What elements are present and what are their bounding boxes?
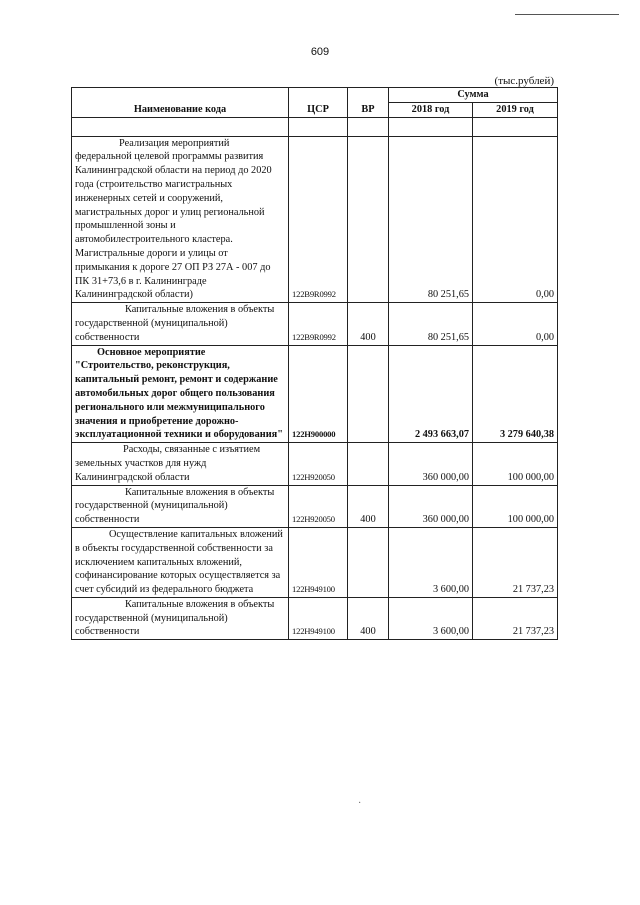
row-sum-2018: 360 000,00 <box>389 443 473 485</box>
row-name-first: Капитальные вложения в <box>125 598 236 610</box>
row-sum-2019: 100 000,00 <box>473 443 558 485</box>
table-row <box>72 345 558 443</box>
row-sum-2018: 80 251,65 <box>389 136 473 303</box>
row-name-first: Реализация мероприятий <box>119 137 230 149</box>
row-csr: 122B9R0992 <box>289 136 348 303</box>
header-csr: ЦСР <box>289 88 348 118</box>
row-name <box>72 345 289 443</box>
row-sum-2019: 0,00 <box>473 136 558 303</box>
row-csr: 122H900000 <box>289 345 348 443</box>
table-row <box>72 597 558 639</box>
table-row <box>72 136 558 303</box>
row-name-rest: вложений в объекты государственной собственности за исключением капитальных вложений, софинансирование которых осуществляется за счет субсидий из федерального бюджета <box>75 528 283 596</box>
header-sum: Сумма <box>389 88 558 103</box>
row-vr <box>348 136 389 303</box>
row-name <box>72 527 289 597</box>
row-sum-2019: 21 737,23 <box>473 597 558 639</box>
row-csr: 122B9R0992 <box>289 303 348 345</box>
row-vr: 400 <box>348 303 389 345</box>
row-sum-2018: 80 251,65 <box>389 303 473 345</box>
header-year-2019: 2019 год <box>473 102 558 117</box>
row-sum-2019: 0,00 <box>473 303 558 345</box>
row-name-rest: земельных участков для нужд Калининградской области <box>75 457 207 483</box>
row-name-rest: "Строительство, реконструкция, капитальный ремонт, ремонт и содержание автомобильных дорог общего пользования регионального или межмуниципального значения и приобретение дорожно-эксплуатационной техники и оборудования" <box>75 360 283 441</box>
row-name <box>72 136 289 303</box>
row-sum-2019: 3 279 640,38 <box>473 345 558 443</box>
row-vr <box>348 345 389 443</box>
spacer-row <box>72 117 558 136</box>
row-name <box>72 303 289 345</box>
budget-table <box>71 87 558 640</box>
table-row <box>72 303 558 345</box>
row-sum-2018: 3 600,00 <box>389 527 473 597</box>
row-name-first: Капитальные вложения в <box>125 304 236 316</box>
row-sum-2019: 21 737,23 <box>473 527 558 597</box>
row-name-first: Осуществление капитальных <box>109 528 238 540</box>
row-name-first: Капитальные вложения в <box>125 486 236 498</box>
page-number: 609 <box>310 46 330 58</box>
row-name <box>72 597 289 639</box>
row-name-first: Основное мероприятие <box>97 346 206 358</box>
row-name-rest: объекты государственной (муниципальной) собственности <box>75 486 275 526</box>
row-name-first: Расходы, связанные с изъятием <box>123 444 261 456</box>
table-row <box>72 527 558 597</box>
row-name-rest: федеральной целевой программы развития Калининградской области на период до 2020 года (строительство магистральных инженерных сетей и сооружений, магистральных дорог и улиц региональной промышленной зоны и автомобилестроительного кластера. Магистральные дороги и улицы от примыкания к дороге 27 ОП РЗ 27А - 007 до ПК 31+73,6 в г. Калининграде Калининградской области) <box>75 151 272 301</box>
row-name-rest: объекты государственной (муниципальной) собственности <box>75 598 275 638</box>
top-rule <box>515 14 619 15</box>
row-vr <box>348 443 389 485</box>
row-vr: 400 <box>348 597 389 639</box>
row-csr: 122H949100 <box>289 527 348 597</box>
row-vr <box>348 527 389 597</box>
row-csr: 122H920050 <box>289 485 348 527</box>
row-vr: 400 <box>348 485 389 527</box>
row-name-rest: объекты государственной (муниципальной) собственности <box>75 304 275 343</box>
row-name <box>72 485 289 527</box>
row-csr: 122H949100 <box>289 597 348 639</box>
table-row <box>72 443 558 485</box>
row-name <box>72 443 289 485</box>
header-year-2018: 2018 год <box>389 102 473 117</box>
table-row <box>72 485 558 527</box>
row-sum-2018: 2 493 663,07 <box>389 345 473 443</box>
header-name: Наименование кода <box>72 88 289 118</box>
units-label: (тыс.рублей) <box>494 75 554 87</box>
scan-mark: · <box>358 798 362 809</box>
row-sum-2018: 3 600,00 <box>389 597 473 639</box>
row-csr: 122H920050 <box>289 443 348 485</box>
row-sum-2018: 360 000,00 <box>389 485 473 527</box>
row-sum-2019: 100 000,00 <box>473 485 558 527</box>
header-vr: ВР <box>348 88 389 118</box>
